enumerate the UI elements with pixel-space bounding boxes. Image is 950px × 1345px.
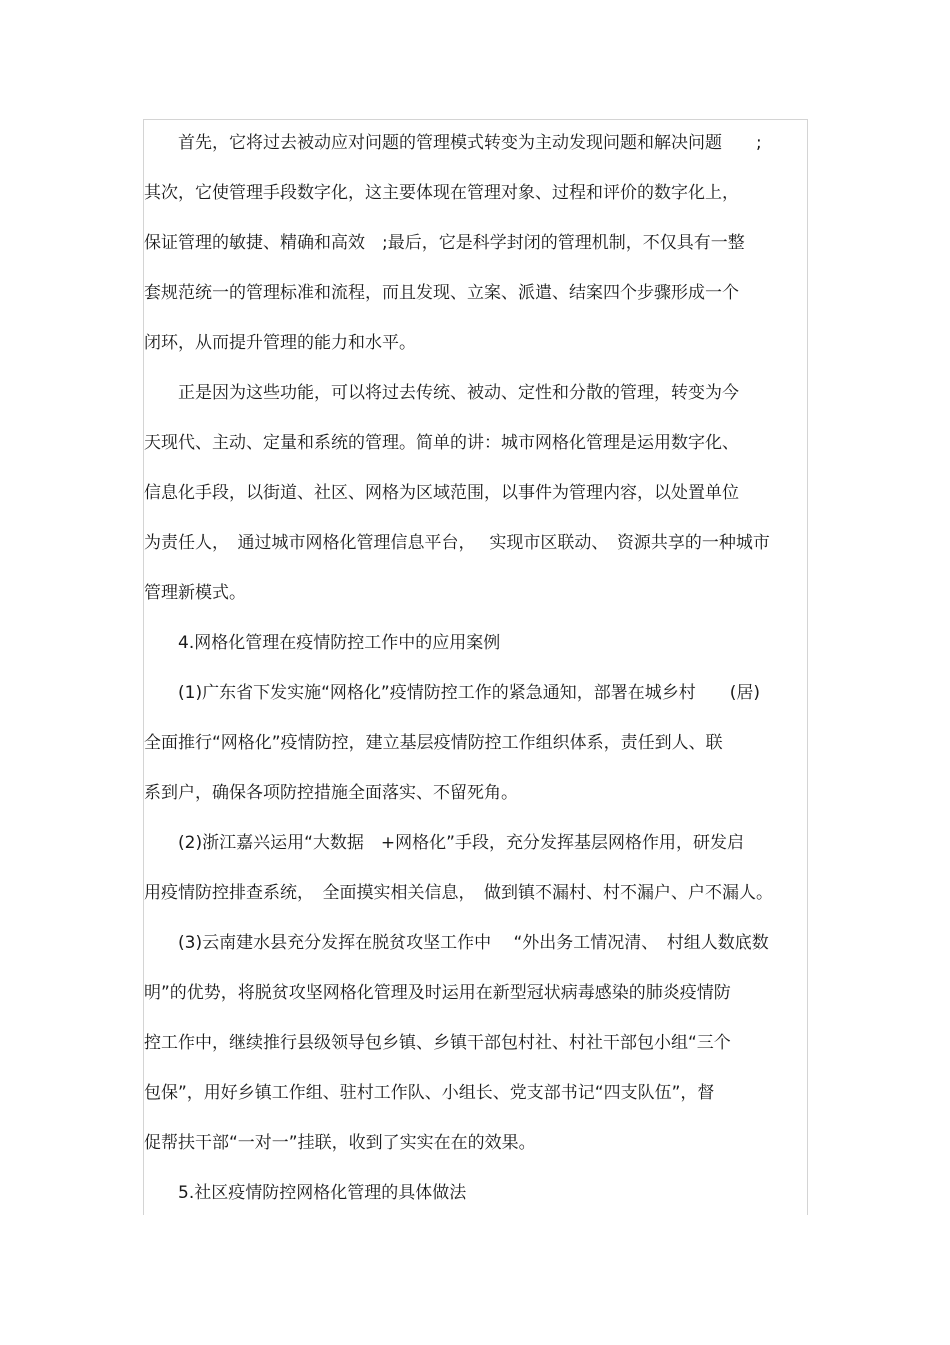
text-line: (1)广东省下发实施“网格化”疫情防控工作的紧急通知，部署在城乡村 (居) [178,683,760,703]
text-line: (3)云南建水县充分发挥在脱贫攻坚工作中 “外出务工情况清、 村组人数底数 [178,933,769,953]
text-line: 包保”，用好乡镇工作组、驻村工作队、小组长、党支部书记“四支队伍”，督 [144,1083,715,1103]
document-body [144,118,806,1218]
text-line: 管理新模式。 [144,583,246,603]
text-line: 控工作中，继续推行县级领导包乡镇、乡镇干部包村社、村社干部包小组“三个 [144,1033,731,1053]
text-line: 明”的优势，将脱贫攻坚网格化管理及时运用在新型冠状病毒感染的肺炎疫情防 [144,983,731,1003]
text-line: 系到户，确保各项防控措施全面落实、不留死角。 [144,783,518,803]
section-heading: 5.社区疫情防控网格化管理的具体做法 [178,1183,467,1203]
text-line: 闭环，从而提升管理的能力和水平。 [144,333,416,353]
text-line: 信息化手段，以街道、社区、网格为区域范围，以事件为管理内容，以处置单位 [144,483,739,503]
text-line: 全面推行“网格化”疫情防控，建立基层疫情防控工作组织体系，责任到人、联 [144,733,723,753]
text-line: 用疫情防控排查系统， 全面摸实相关信息， 做到镇不漏村、村不漏户、户不漏人。 [144,883,773,903]
text-line: 促帮扶干部“一对一”挂联，收到了实实在在的效果。 [144,1133,536,1153]
text-line: 首先，它将过去被动应对问题的管理模式转变为主动发现问题和解决问题 ; [178,133,762,153]
section-heading: 4.网格化管理在疫情防控工作中的应用案例 [178,633,501,653]
text-line: 其次，它使管理手段数字化，这主要体现在管理对象、过程和评价的数字化上， [144,183,739,203]
text-line: 套规范统一的管理标准和流程，而且发现、立案、派遣、结案四个步骤形成一个 [144,283,739,303]
text-line: 为责任人， 通过城市网格化管理信息平台， 实现市区联动、 资源共享的一种城市 [144,533,770,553]
text-line: (2)浙江嘉兴运用“大数据 +网格化”手段，充分发挥基层网格作用，研发启 [178,833,744,853]
text-line: 天现代、主动、定量和系统的管理。简单的讲：城市网格化管理是运用数字化、 [144,433,739,453]
text-line: 保证管理的敏捷、精确和高效 ;最后，它是科学封闭的管理机制，不仅具有一整 [144,233,745,253]
text-line: 正是因为这些功能，可以将过去传统、被动、定性和分散的管理，转变为今 [178,383,739,403]
